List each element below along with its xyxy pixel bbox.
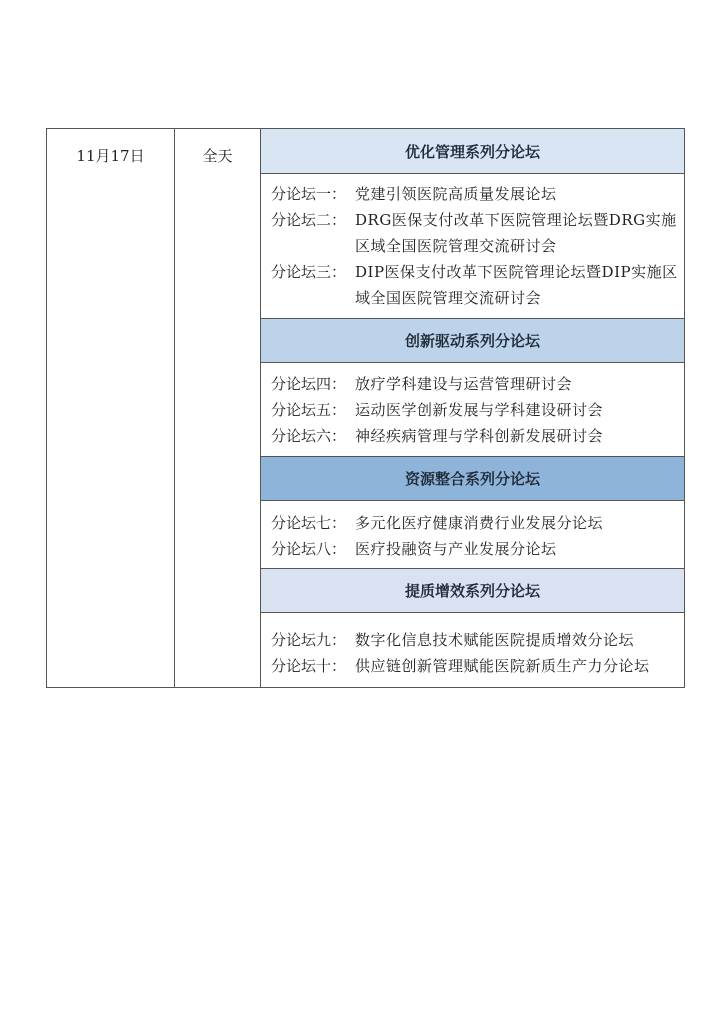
forum-item <box>261 510 684 536</box>
forum-label: 分论坛二： <box>271 211 347 229</box>
series-header-optimization: 优化管理系列分论坛 <box>261 129 684 174</box>
forum-title: 神经疾病管理与学科创新发展研讨会 <box>355 427 604 445</box>
schedule-table <box>46 128 685 688</box>
forum-label: 分论坛九： <box>271 631 347 649</box>
forum-title: 医疗投融资与产业发展分论坛 <box>355 540 557 558</box>
forum-label: 分论坛十： <box>271 657 347 675</box>
time-cell <box>175 129 261 687</box>
series-header-innovation: 创新驱动系列分论坛 <box>261 318 684 363</box>
date-text: 11月17日 <box>76 147 145 165</box>
forum-label: 分论坛四： <box>271 375 347 393</box>
forum-list-efficiency <box>261 627 684 679</box>
forum-item <box>261 627 684 653</box>
forum-list-integration <box>261 510 684 562</box>
forum-label: 分论坛一： <box>271 185 347 203</box>
forum-item <box>261 259 684 311</box>
forum-title: 放疗学科建设与运营管理研讨会 <box>355 375 573 393</box>
forum-label: 分论坛八： <box>271 540 347 558</box>
forum-title: 多元化医疗健康消费行业发展分论坛 <box>355 514 604 532</box>
time-text: 全天 <box>202 147 233 165</box>
series-header-efficiency: 提质增效系列分论坛 <box>261 568 684 613</box>
forum-list-optimization <box>261 181 684 311</box>
forum-label: 分论坛六： <box>271 427 347 445</box>
series-header-integration: 资源整合系列分论坛 <box>261 456 684 501</box>
forum-label: 分论坛三： <box>271 263 347 281</box>
forum-title: DRG医保支付改革下医院管理论坛暨DRG实施区域全国医院管理交流研讨会 <box>355 211 677 255</box>
forum-title: 运动医学创新发展与学科建设研讨会 <box>355 401 604 419</box>
forum-item <box>261 397 684 423</box>
forum-list-innovation <box>261 371 684 449</box>
forum-item <box>261 371 684 397</box>
forum-label: 分论坛七： <box>271 514 347 532</box>
date-cell <box>47 129 175 687</box>
forum-item <box>261 423 684 449</box>
forum-title: 数字化信息技术赋能医院提质增效分论坛 <box>355 631 635 649</box>
forum-title: 党建引领医院高质量发展论坛 <box>355 185 557 203</box>
content-cell <box>261 129 684 687</box>
forum-title: DIP医保支付改革下医院管理论坛暨DIP实施区域全国医院管理交流研讨会 <box>355 263 678 307</box>
forum-label: 分论坛五： <box>271 401 347 419</box>
forum-item <box>261 207 684 259</box>
forum-item <box>261 181 684 207</box>
forum-title: 供应链创新管理赋能医院新质生产力分论坛 <box>355 657 650 675</box>
forum-item <box>261 536 684 562</box>
forum-item <box>261 653 684 679</box>
